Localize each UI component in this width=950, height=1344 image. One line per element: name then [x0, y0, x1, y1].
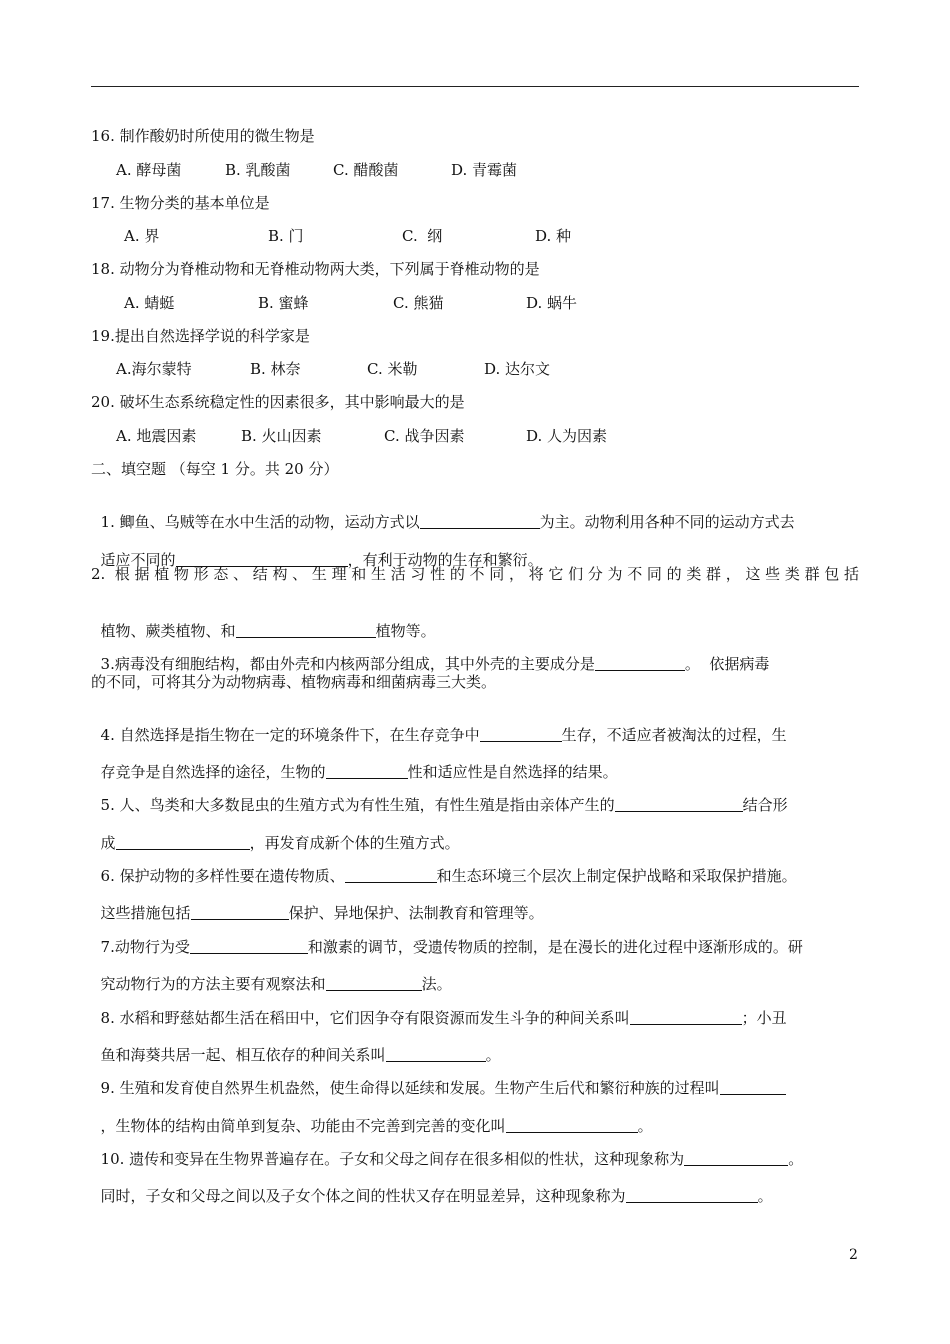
header-rule	[91, 86, 859, 87]
answer-blank[interactable]	[190, 938, 308, 954]
answer-blank[interactable]	[720, 1079, 786, 1095]
page-number: 2	[849, 1247, 858, 1263]
question-16: 16. 制作酸奶时所使用的微生物是	[91, 127, 315, 145]
q16-option-c: C. 醋酸菌	[333, 161, 399, 179]
fill-question-6-line2: 这些措施包括 保护、异地保护、法制教育和管理等。	[100, 904, 544, 922]
answer-blank[interactable]	[626, 1187, 758, 1203]
fill-question-5: 5. 人、鸟类和大多数昆虫的生殖方式为有性生殖，有性生殖是指由亲体产生的 结合形	[100, 796, 788, 814]
answer-blank[interactable]	[345, 867, 437, 883]
answer-blank[interactable]	[684, 1150, 788, 1166]
section-fill-title: 二、填空题 （每空 1 分。共 20 分）	[91, 460, 339, 478]
question-17: 17. 生物分类的基本单位是	[91, 194, 270, 212]
fill-question-3: 3.病毒没有细胞结构，都由外壳和内核两部分组成，其中外壳的主要成分是 。 依据病毒	[100, 655, 770, 673]
fill-question-1: 1. 鲫鱼、乌贼等在水中生活的动物，运动方式以 为主。动物利用各种不同的运动方式去	[100, 513, 795, 531]
fill-question-1-line2: 适应不同的 ，有利于动物的生存和繁衍。	[100, 551, 543, 569]
fill-question-4: 4. 自然选择是指生物在一定的环境条件下，在生存竞争中 生存，不适应者被淘汰的过程，生	[100, 726, 787, 744]
answer-blank[interactable]	[480, 726, 562, 742]
fill-question-8: 8. 水稻和野慈姑都生活在稻田中，它们因争夺有限资源而发生斗争的种间关系叫 ；小丑	[100, 1009, 787, 1027]
q16-option-d: D. 青霉菌	[451, 161, 518, 179]
fill-question-7-line2: 究动物行为的方法主要有观察法和 法。	[100, 975, 452, 993]
answer-blank[interactable]	[420, 513, 540, 529]
fill-question-4-line2: 存竞争是自然选择的途径，生物的 性和适应性是自然选择的结果。	[100, 763, 618, 781]
q19-option-d: D. 达尔文	[484, 360, 551, 378]
fill-question-5-line2: 成 ，再发育成新个体的生殖方式。	[100, 834, 460, 852]
fill-question-2-line2: 植物、蕨类植物、和 植物等。	[100, 622, 436, 640]
q20-option-c: C. 战争因素	[384, 427, 465, 445]
q19-option-b: B. 林奈	[250, 360, 301, 378]
q18-option-a: A. 蜻蜓	[124, 294, 175, 312]
fill-question-9-line2: ，生物体的结构由简单到复杂、功能由不完善到完善的变化叫 。	[100, 1117, 653, 1135]
q17-option-d: D. 种	[535, 227, 572, 245]
fill-question-8-line2: 鱼和海葵共居一起、相互依存的种间关系叫 。	[100, 1046, 501, 1064]
fill-question-6: 6. 保护动物的多样性要在遗传物质、 和生态环境三个层次上制定保护战略和采取保护措施。	[100, 867, 797, 885]
q17-option-c: C. 纲	[402, 227, 443, 245]
fill-question-2: 2. 根据植物形态、结构、生理和生活习性的不同，将它们分为不同的类群，这些类群包括	[91, 565, 859, 583]
answer-blank[interactable]	[630, 1009, 742, 1025]
fill-question-7: 7.动物行为受 和激素的调节，受遗传物质的控制，是在漫长的进化过程中逐渐形成的。研	[100, 938, 803, 956]
q18-option-b: B. 蜜蜂	[258, 294, 309, 312]
question-19: 19.提出自然选择学说的科学家是	[91, 327, 310, 345]
q16-option-b: B. 乳酸菌	[225, 161, 291, 179]
q18-option-c: C. 熊猫	[393, 294, 444, 312]
question-20: 20. 破坏生态系统稳定性的因素很多，其中影响最大的是	[91, 393, 465, 411]
q19-option-c: C. 米勒	[367, 360, 418, 378]
fill-question-9: 9. 生殖和发育使自然界生机盎然，使生命得以延续和发展。生物产生后代和繁衍种族的过程叫	[91, 1058, 786, 1098]
question-18: 18. 动物分为脊椎动物和无脊椎动物两大类，下列属于脊椎动物的是	[91, 260, 540, 278]
answer-blank[interactable]	[595, 655, 685, 671]
answer-blank[interactable]	[615, 796, 743, 812]
q20-option-a: A. 地震因素	[116, 427, 197, 445]
fill-question-10-line2: 同时，子女和父母之间以及子女个体之间的性状又存在明显差异，这种现象称为 。	[100, 1187, 773, 1205]
q16-option-a: A. 酵母菌	[116, 161, 182, 179]
q18-option-d: D. 蜗牛	[526, 294, 578, 312]
q17-option-a: A. 界	[124, 227, 160, 245]
fill-question-3-line2: 的不同，可将其分为动物病毒、植物病毒和细菌病毒三大类。	[91, 673, 497, 691]
fill-question-10: 10. 遗传和变异在生物界普遍存在。子女和父母之间存在很多相似的性状，这种现象称为 。	[100, 1150, 804, 1168]
q19-option-a: A.海尔蒙特	[116, 360, 192, 378]
q17-option-b: B. 门	[268, 227, 304, 245]
q20-option-b: B. 火山因素	[241, 427, 322, 445]
q20-option-d: D. 人为因素	[526, 427, 608, 445]
